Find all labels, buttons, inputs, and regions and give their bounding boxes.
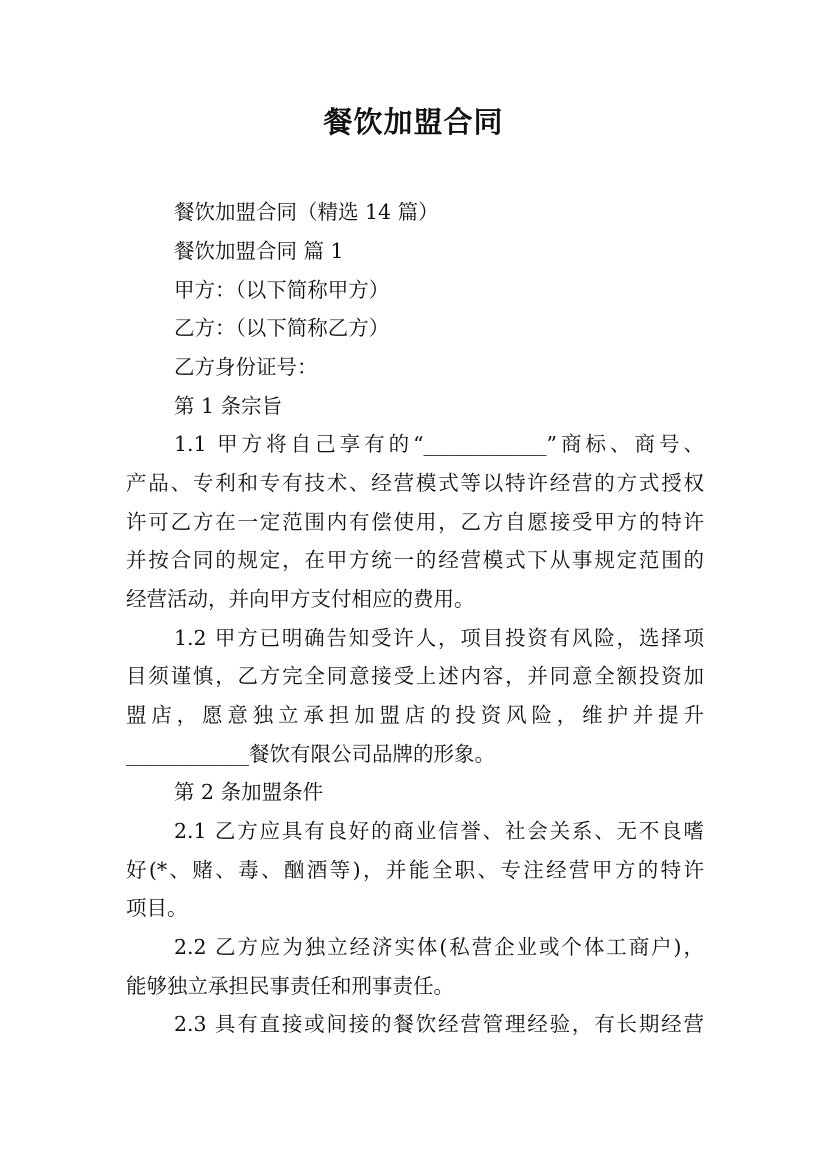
doc-line: 1.2 甲方已明确告知受许人，项目投资有风险，选择项: [174, 626, 704, 650]
doc-line: 甲方：（以下简称甲方）: [174, 278, 390, 302]
doc-line: 产品、专利和专有技术、经营模式等以特许经营的方式授权: [126, 471, 704, 495]
doc-line: 餐饮加盟合同（精选 14 篇）: [174, 200, 439, 224]
doc-line: ____________餐饮有限公司品牌的形象。: [126, 742, 495, 766]
doc-line: 2.1 乙方应具有良好的商业信誉、社会关系、无不良嗜: [174, 819, 704, 843]
doc-line: 项目。: [126, 896, 188, 920]
doc-line: 2.2 乙方应为独立经济实体(私营企业或个体工商户)，: [174, 935, 704, 959]
doc-line: 目须谨慎，乙方完全同意接受上述内容，并同意全额投资加: [126, 664, 704, 688]
doc-line: 1.1 甲方将自己享有的“____________”商标、商号、: [174, 432, 704, 456]
doc-line: 许可乙方在一定范围内有偿使用，乙方自愿接受甲方的特许: [126, 510, 704, 534]
doc-line: 餐饮加盟合同 篇 1: [174, 239, 344, 263]
doc-line: 并按合同的规定，在甲方统一的经营模式下从事规定范围的: [126, 548, 704, 572]
doc-line: 好(*、赌、毒、酗酒等)，并能全职、专注经营甲方的特许: [126, 858, 704, 882]
document-title: 餐饮加盟合同: [323, 105, 504, 139]
doc-line: 能够独立承担民事责任和刑事责任。: [126, 974, 454, 998]
doc-line: 经营活动，并向甲方支付相应的费用。: [126, 587, 475, 611]
doc-line: 乙方身份证号：: [174, 355, 318, 379]
doc-line: 盟店，愿意独立承担加盟店的投资风险，维护并提升: [126, 703, 704, 727]
doc-line: 第 1 条宗旨: [174, 394, 283, 418]
doc-line: 2.3 具有直接或间接的餐饮经营管理经验，有长期经营: [174, 1012, 704, 1036]
doc-line: 第 2 条加盟条件: [174, 780, 324, 804]
doc-line: 乙方：（以下简称乙方）: [174, 316, 390, 340]
